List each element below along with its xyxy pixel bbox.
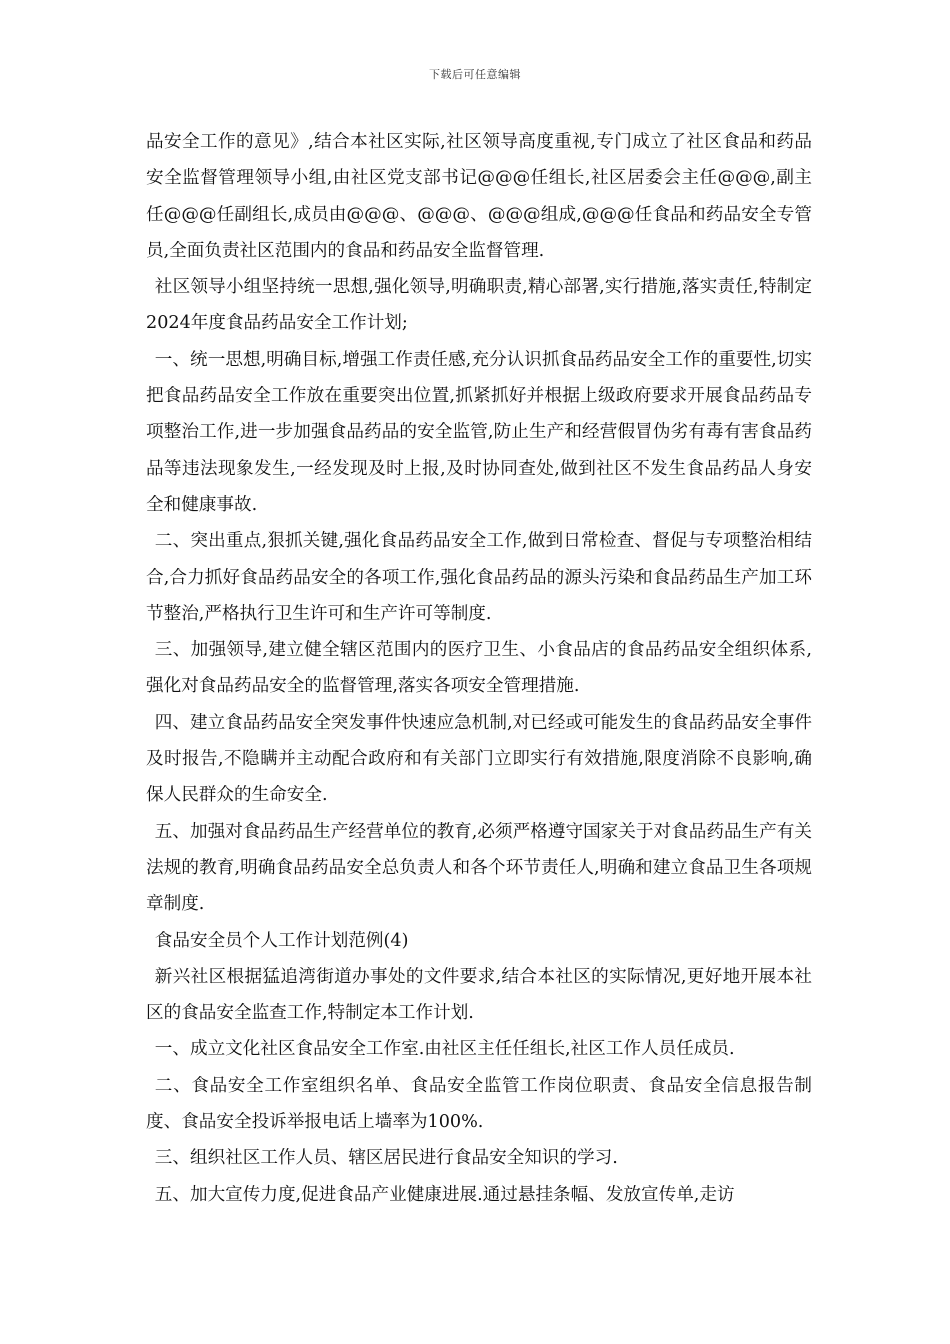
paragraph-item-3: 三、加强领导,建立健全辖区范围内的医疗卫生、小食品店的食品药品安全组织体系,强化对食品药品安全的监督管理,落实各项安全管理措施. — [146, 640, 812, 697]
paragraph-section-item-5: 五、加大宣传力度,促进食品产业健康进展.通过悬挂条幅、发放宣传单,走访 — [154, 1184, 735, 1205]
paragraph-item-2: 二、突出重点,狠抓关键,强化食品药品安全工作,做到日常检查、督促与专项整治相结合,合力抓好食品药品安全的各项工作,强化食品药品的源头污染和食品药品生产加工环节整治,严格执行卫生许可和生产许可等制度. — [146, 531, 812, 624]
paragraph-continuation: 品安全工作的意见》,结合本社区实际,社区领导高度重视,专门成立了社区食品和药品安全监督管理领导小组,由社区党支部书记@@@任组长,社区居委会主任@@@,副主任@@@任副组长,成员由@@@、@@@、@@@组成,@@@任食品和药品安全专管员,全面负责社区范围内的食品和药品安全监督管理. — [146, 132, 812, 261]
section-heading: 食品安全员个人工作计划范例(4) — [154, 930, 409, 951]
paragraph-plan-intro: 社区领导小组坚持统一思想,强化领导,明确职责,精心部署,实行措施,落实责任,特制定2024年度食品药品安全工作计划; — [146, 277, 812, 334]
paragraph-section-item-3: 三、组织社区工作人员、辖区居民进行食品安全知识的学习. — [154, 1148, 618, 1169]
paragraph-section-item-2: 二、食品安全工作室组织名单、食品安全监管工作岗位职责、食品安全信息报告制度、食品安全投诉举报电话上墙率为100%. — [146, 1075, 812, 1133]
paragraph-item-4: 四、建立食品药品安全突发事件快速应急机制,对已经或可能发生的食品药品安全事件及时报告,不隐瞒并主动配合政府和有关部门立即实行有效措施,限度消除不良影响,确保人民群众的生命安全. — [146, 712, 812, 806]
paragraph-item-1: 一、统一思想,明确目标,增强工作责任感,充分认识抓食品药品安全工作的重要性,切实把食品药品安全工作放在重要突出位置,抓紧抓好并根据上级政府要求开展食品药品专项整治工作,进一步加强食品药品的安全监管,防止生产和经营假冒伪劣有毒有害食品药品等违法现象发生,一经发现及时上报,及时协同查处,做到社区不发生食品药品人身安全和健康事故. — [146, 349, 812, 515]
paragraph-section-intro: 新兴社区根据猛追湾街道办事处的文件要求,结合本社区的实际情况,更好地开展本社区的食品安全监查工作,特制定本工作计划. — [146, 966, 812, 1024]
paragraph-item-5: 五、加强对食品药品生产经营单位的教育,必须严格遵守国家关于对食品药品生产有关法规的教育,明确食品药品安全总负责人和各个环节责任人,明确和建立食品卫生各项规章制度. — [146, 821, 812, 915]
document-body — [146, 124, 812, 1213]
page-header-note: 下载后可任意编辑 — [429, 68, 521, 81]
paragraph-section-item-1: 一、成立文化社区食品安全工作室.由社区主任任组长,社区工作人员任成员. — [154, 1039, 735, 1060]
